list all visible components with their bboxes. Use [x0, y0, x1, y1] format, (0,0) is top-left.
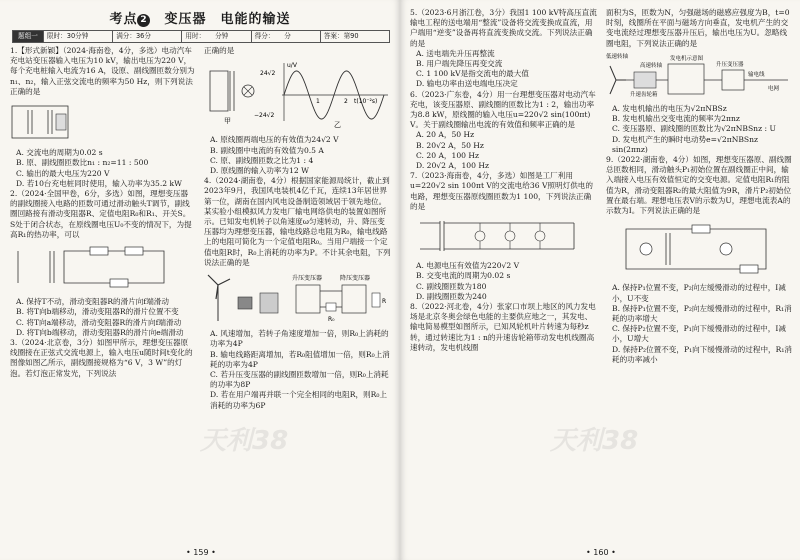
question-4: 4.（2024·湖南卷，4分）根据国家能源局统计，截止到2023年9月，我国风电装机4亿千瓦，连续13年居世界第一位，湖南在国内风电设备制造领域居于领先地位。某实验小组模拟风力发电厂输电网络供电的装置如图所示。已知发电机转子以角速度ω匀速转动，升、降压变压器均为理想变压器，输电线路总电阻为R₀，输电线路上的电阻可简化为一个定值电阻R₀。当用户端接一个定值电阻R时，R₀上消耗的功率为P。不计其余电阻，下列说法正确的是: [204, 176, 391, 267]
option-9a: A. 保持P₁位置不变，P₂向左缓慢滑动的过程中，I减小，U不变: [612, 283, 786, 303]
page-number-left: • 159 •: [186, 548, 216, 557]
title-prefix: 考点: [109, 12, 138, 27]
option-3c: C. 原、副线圈匝数之比为1 : 4: [210, 155, 314, 165]
info-label: 题组一: [13, 31, 43, 42]
info-used: 用时： 分钟: [181, 31, 250, 42]
option-4a: A. 风速增加，若转子角速度增加一倍，则R₀上消耗的功率为4P: [210, 329, 389, 349]
option-7d: D. 副线圈匝数为240: [416, 291, 487, 301]
info-answer: 答案：第90: [320, 31, 389, 42]
figure-q9-circuit: [606, 219, 792, 277]
info-score: 满分：36分: [112, 31, 181, 42]
fig3-t-label: t(10⁻²s): [354, 98, 378, 106]
question-2: 2.（2024·全国甲卷，6分，多选）如图，理想变压器的副线圈接入电路的匝数可通过滑动触头T调节，副线圈回路接有滑动变阻器R、定值电阻R₀和R₁、开关S。S处于闭合状态，在原线圈电压U₀不变的情况下，为提高R₁的热功率，可以: [10, 189, 192, 239]
question-9: 9.（2022·湖南卷，4分）如图，理想变压器原、副线圈总匝数相同，滑动触头P₁初始位置在副线圈正中间，输入端接入电压有效值恒定的交变电源。定值电阻R₁的阻值为R，滑动变阻器R₂的最大阻值为9R，滑片P₂初始位置在最右端。理想电压表V的示数为U，理想电流表A的示数为I。下列说法正确的是: [606, 155, 792, 216]
option-6a: A. 20 A，50 Hz: [416, 130, 475, 140]
option-1d: D. 若10台充电桩同时使用，输入功率为35.2 kW: [16, 178, 182, 188]
option-4c: C. 若升压变压器的副线圈匝数增加一倍，则R₀上消耗的功率为8P: [210, 370, 389, 390]
question-1: 1.【形式新颖】（2024·海南卷，4分，多选）电动汽车充电站变压器输入电压为10 kV，输出电压为220 V，每个充电桩输入电流为16 A，设原、副线圈匝数分别为n₁、n₂，输入正弦交流电的频率为50 Hz，则下列说法正确的是: [10, 46, 195, 96]
column-2: [204, 46, 392, 411]
option-2a: A. 保持T不动，滑动变阻器R的滑片向f端滑动: [16, 297, 169, 307]
option-4d: D. 若在用户端再并联一个完全相同的电阻R，则R₀上消耗的功率为6P: [210, 390, 387, 410]
watermark-left: 天利38: [200, 426, 289, 456]
fig8-label-c: 高速转轴: [640, 62, 663, 69]
option-6b: B. 20√2 A，50 Hz: [416, 140, 484, 150]
fig4-down-label: 降压变压器: [340, 275, 371, 283]
fig3-t1: 1: [316, 98, 320, 106]
option-8a: A. 发电机输出的电压为√2πNBSz: [612, 104, 727, 114]
figure-q4-power-line: [204, 271, 390, 323]
question-3-cont: 正确的是: [204, 46, 235, 55]
fig8-label-e: 升压变压器: [716, 61, 744, 68]
figure-q8-wind-generator: [606, 52, 792, 98]
page-number-right: • 160 •: [586, 548, 616, 557]
figure-q7-lamps: [410, 215, 596, 255]
option-8b: B. 发电机输出交变电流的频率为2πnz: [612, 114, 740, 124]
column-4: [606, 8, 792, 365]
question-8: 8.（2022·河北卷，4分）张家口市坝上地区的风力发电场是北京冬奥会绿色电能的主要供应地之一，其发电、输电简易模型如图所示，已知风轮机叶片转速为每秒z转，通过转速比为1 : n的升速齿轮箱带动发电机线圈高速转动，发电机线圈: [410, 302, 596, 352]
right-page: [400, 0, 800, 560]
option-3a: A. 原线圈两端电压的有效值为24√2 V: [210, 135, 339, 145]
option-4b: B. 输电线路距离增加，若R₀阻值增加一倍，则R₀上消耗的功率为4P: [210, 349, 390, 369]
fig3-caption-b: 乙: [334, 121, 341, 130]
column-3: [410, 8, 598, 353]
title-text: 变压器 电能的输送: [164, 12, 291, 27]
option-6d: D. 20√2 A，100 Hz: [416, 161, 490, 171]
title-badge: 2: [137, 14, 150, 27]
option-7a: A. 电源电压有效值为220√2 V: [416, 261, 520, 271]
section-title: [0, 8, 400, 27]
fig4-up-label: 升压变压器: [292, 275, 323, 283]
option-3b: B. 副线圈中电流的有效值为0.5 A: [210, 145, 324, 155]
fig3-trough: −24√2: [254, 112, 275, 120]
option-9c: C. 保持P₂位置不变，P₁向下缓慢滑动的过程中，I减小，U增大: [612, 324, 786, 344]
option-2d: D. 将T向b端移动，滑动变阻器R的滑片向e端滑动: [16, 327, 184, 337]
option-5a: A. 送电端先升压再整流: [416, 48, 495, 58]
option-3d: D. 原线圈的输入功率为12 W: [210, 166, 309, 176]
fig4-r: R: [382, 298, 387, 306]
figure-q2-circuit: [10, 243, 180, 291]
figure-q1-transformer: [10, 100, 70, 142]
figure-q3: [204, 59, 390, 129]
fig3-peak: 24√2: [260, 70, 276, 78]
fig8-label-b: 升速齿轮箱: [630, 91, 658, 98]
option-1b: B. 原、副线圈匝数比n₁ : n₂=11 : 500: [16, 158, 149, 168]
question-5: 5.（2023·6月浙江卷，3分）我国1 100 kV特高压直流输电工程的送电端用“整流”设备将交流变换成直流，用户端用“逆变”设备再将直流变换成交流。下列说法正确的是: [410, 8, 597, 48]
fig8-label-f: 输电线: [748, 71, 765, 78]
watermark-right: 天利38: [550, 426, 639, 456]
fig8-label-a: 低速转轴: [606, 53, 629, 60]
info-got: 得分： 分: [251, 31, 320, 42]
info-time: 限时：30分钟: [43, 31, 112, 42]
option-9d: D. 保持P₂位置不变，P₁向下缓慢滑动的过程中，R₁消耗的功率减小: [612, 344, 792, 364]
option-7c: C. 副线圈匝数为180: [416, 281, 487, 291]
fig4-r0: R₀: [328, 316, 335, 324]
option-8c: C. 变压器原、副线圈的匝数比为√2πNBSnz : U: [612, 124, 776, 134]
fig8-label-g: 电网: [768, 85, 780, 92]
option-2c: C. 将T向a端移动，滑动变阻器R的滑片向f端滑动: [16, 317, 182, 327]
question-3: 3.（2024·北京卷，3分）如图甲所示，理想变压器原线圈接在正弦式交流电源上，输入电压u随时间t变化的图像如图乙所示，副线圈接规格为“6 V，3 W”的灯泡。若灯泡正常发光，下列说法: [10, 338, 193, 378]
option-2b: B. 将T向b端移动，滑动变阻器R的滑片位置不变: [16, 307, 179, 317]
question-7: 7.（2023·海南卷，4分，多选）如图是工厂利用u=220√2 sin 100πt V的交流电给36 V照明灯供电的电路，理想变压器原线圈匝数为1 100，下列说法正确的是: [410, 171, 593, 211]
fig3-t2: 2: [344, 98, 348, 106]
fig3-u-label: u/V: [287, 62, 297, 70]
option-5c: C. 1 100 kV是指交流电的最大值: [416, 69, 529, 79]
fig3-caption-a: 甲: [224, 117, 231, 126]
option-8d: D. 发电机产生的瞬时电动势e=√2πNBSnz sin(2πnz): [612, 134, 759, 154]
option-9b: B. 保持P₁位置不变，P₂向左缓慢滑动的过程中，R₁消耗的功率增大: [612, 303, 792, 324]
info-bar: [12, 30, 390, 43]
question-8-cont: 面积为S，匝数为N，匀强磁场的磁感应强度为B，t=0时刻，线圈所在平面与磁场方向垂直，发电机产生的交变电流经过理想变压器升压后，输出电压为U。忽略线圈电阻，下列说法正确的是: [606, 8, 790, 48]
column-1: [10, 46, 195, 379]
option-6c: C. 20 A，100 Hz: [416, 150, 480, 160]
option-1a: A. 交流电的周期为0.02 s: [16, 148, 103, 158]
option-5d: D. 输电功率由送电端电压决定: [416, 79, 518, 89]
option-5b: B. 用户端先降压再变交流: [416, 59, 503, 69]
fig8-label-d: 发电机示意图: [670, 55, 704, 62]
question-6: 6.（2023·广东卷，4分）用一台理想变压器对电动汽车充电，该变压器原、副线圈的匝数比为1 : 2，输出功率为8.8 kW，原线圈的输入电压u=220√2 sin(100πt) V。关于副线圈输出电流的有效值和频率正确的是: [410, 89, 596, 130]
option-7b: B. 交变电流的周期为0.02 s: [416, 271, 511, 281]
option-1c: C. 输出的最大电压为220 V: [16, 168, 110, 178]
